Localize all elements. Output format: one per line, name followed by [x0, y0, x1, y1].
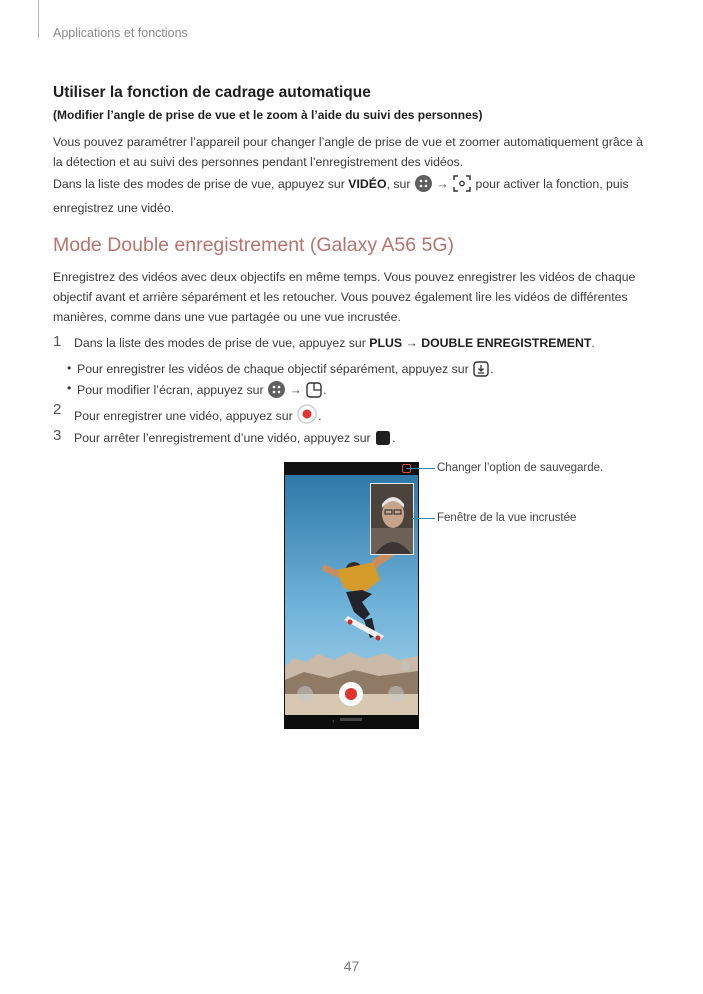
zoom-button[interactable]	[400, 661, 410, 671]
more-options-icon	[415, 175, 432, 198]
switch-camera-button[interactable]	[388, 686, 404, 702]
callout-line-pip	[412, 518, 435, 519]
record-button[interactable]	[339, 682, 363, 706]
callout-line-save	[406, 468, 435, 469]
auto-framing-icon	[453, 175, 471, 198]
auto-framing-title: Utiliser la fonction de cadrage automatique	[53, 84, 371, 101]
step-2: Pour enregistrer une vidéo, appuyez sur .	[74, 404, 322, 427]
auto-framing-paragraph: Vous pouvez paramétrer l’appareil pour changer l’angle de prise de vue et zoomer automatiquement grâce à la détection et au suivi des personnes pendant l’enregistrement des vidéos.	[53, 135, 643, 169]
callout-save-option: Changer l’option de sauvegarde.	[437, 462, 604, 474]
save-option-icon	[473, 361, 489, 380]
step-number: 1	[53, 333, 62, 350]
bullet-separate-save: • Pour enregistrer les vidéos de chaque objectif séparément, appuyez sur .	[77, 361, 494, 380]
record-dot	[345, 688, 357, 700]
more-options-icon	[268, 381, 285, 401]
step-number: 3	[53, 427, 62, 444]
stop-icon	[375, 430, 391, 449]
dual-recording-title: Mode Double enregistrement (Galaxy A56 5G)	[53, 234, 455, 256]
bullet-modify-screen: • Pour modifier l’écran, appuyez sur → .	[77, 381, 327, 401]
page-number: 47	[343, 958, 360, 974]
header-rule	[38, 0, 39, 38]
effects-button[interactable]	[297, 686, 313, 702]
svg-text:‹: ‹	[332, 718, 335, 725]
auto-framing-subtitle: (Modifier l’angle de prise de vue et le zoom à l’aide du suivi des personnes)	[53, 108, 483, 122]
pip-window[interactable]	[370, 483, 414, 555]
screen-layout-icon	[306, 382, 322, 401]
record-icon	[297, 404, 317, 427]
auto-framing-instructions: Dans la liste des modes de prise de vue, appuyez sur VIDÉO, sur → pour activer la fonction, puis enregistrez une vidéo.	[53, 177, 629, 215]
section-header: Applications et fonctions	[53, 26, 188, 40]
dual-recording-intro: Enregistrez des vidéos avec deux objectifs en même temps. Vous pouvez enregistrer les vidéos de chaque objectif avant et arrière séparément et les retoucher. Vous pouvez également lire les vidéos de différentes manières, comme dans une vue partagée ou une vue incrustée.	[53, 270, 636, 324]
phone-screenshot	[284, 462, 419, 729]
step-1: Dans la liste des modes de prise de vue, appuyez sur PLUS → DOUBLE ENREGISTREMENT.	[74, 336, 595, 350]
callout-pip-window: Fenêtre de la vue incrustée	[437, 512, 577, 524]
step-3: Pour arrêter l’enregistrement d’une vidéo, appuyez sur .	[74, 430, 396, 449]
step-number: 2	[53, 401, 62, 418]
